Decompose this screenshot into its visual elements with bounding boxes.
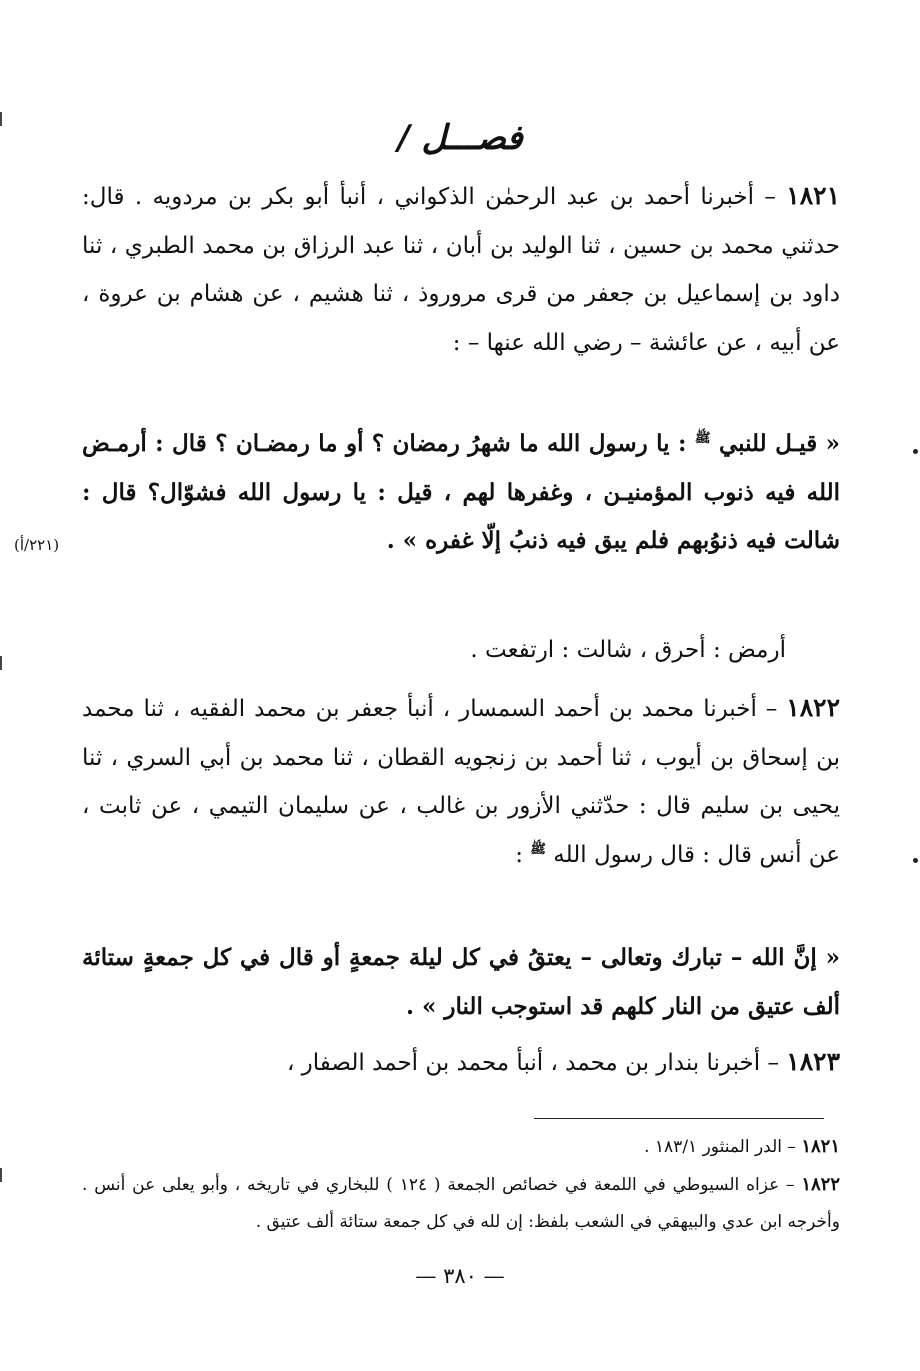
footnote-separator: [534, 1118, 824, 1119]
hadith-1822-matn: « إنَّ الله – تبارك وتعالى – يعتقُ في كل ليلة جمعةٍ أو قال في كل جمعةٍ ستائة ألف عتيق من النار كلهم قد استوجب النار » .: [82, 944, 840, 1020]
hadith-number: ١٨٢٣: [786, 1047, 840, 1076]
hadith-number: ١٨٢١: [786, 181, 840, 210]
footnote-1821: [82, 1128, 840, 1166]
hadith-1821-isnad: [82, 172, 840, 367]
salla-ligature: ﷺ: [694, 431, 711, 447]
right-margin-dot-2: [913, 858, 918, 863]
footnote-1822: [82, 1166, 840, 1241]
isnad-end: :: [515, 841, 523, 868]
isnad-text: – أخبرنا محمد بن أحمد السمسار ، أنبأ جعفر بن محمد الفقيه ، ثنا محمد بن إسحاق بن أيوب ، ثنا أحمد بن زنجويه القطان ، ثنا محمد بن أبي السري ، ثنا يحيى بن سليم قال : حدّثني الأزور بن غالب ، عن سليمان التيمي ، عن ثابت ، عن أنس قال : قال رسول الله: [82, 696, 840, 868]
footnote-text: – عزاه السيوطي في اللمعة في خصائص الجمعة ( ١٢٤ ) للبخاري في تاريخه ، وأبو يعلى عن أنس . وأخرجه ابن عدي والبيهقي في الشعب بلفظ: إن لله في كل جمعة ستائة ألف عتيق .: [82, 1175, 840, 1232]
page-number: — ٣٨٠ —: [415, 1264, 505, 1288]
hadith-number: ١٨٢٢: [786, 693, 840, 722]
matn-text: : يا رسول الله ما شهرُ رمضان ؟ أو ما رمضـان ؟ قال : أرمـض الله فيه ذنوب المؤمنيـن ، وغفرها لهم ، قيل : يا رسول الله فشوّال؟ قال : شالت فيه ذنوُبهم فلم يبق فيه ذنبُ إلّا غفره » .: [82, 430, 840, 554]
hadith-1821-matn: [82, 420, 840, 566]
left-margin-mark-top: [0, 112, 2, 126]
manuscript-folio-ref: (٢٢١/أ): [14, 536, 60, 554]
left-margin-mark-mid: [0, 656, 2, 670]
salla-ligature: ﷺ: [530, 841, 546, 857]
hadith-1822-isnad: [82, 684, 840, 879]
isnad-text: – أخبرنا بندار بن محمد ، أنبأ محمد بن أحمد الصفار ،: [286, 1050, 779, 1076]
hadith-1821-gloss: أرمض : أحرق ، شالت : ارتفعت .: [470, 637, 786, 663]
hadith-1823-isnad: [82, 1038, 840, 1088]
matn-open: « قيـل للنبي: [719, 430, 840, 457]
book-page: [14, 0, 860, 1371]
section-title: فصـــل /: [397, 118, 523, 158]
footnote-number: ١٨٢٢: [801, 1174, 840, 1195]
footnotes: [82, 1128, 840, 1241]
footnote-number: ١٨٢١: [801, 1136, 840, 1157]
left-margin-mark-low: [0, 1168, 2, 1182]
footnote-text: – الدر المنثور ١٨٣/١ .: [644, 1137, 796, 1157]
right-margin-dot-1: [913, 449, 918, 454]
isnad-text: – أخبرنا أحمد بن عبد الرحمٰن الذكواني ، أنبأ أبو بكر بن مردويه . قال: حدثني محمد بن حسين ، ثنا الوليد بن أبان ، ثنا عبد الرزاق بن محمد الطبري ، ثنا داود بن إسماعيل بن جعفر من قرى مروروذ ، ثنا هشيم ، عن هشام بن عروة ، عن أبيه ، عن عائشة – رضي الله عنها – :: [82, 184, 840, 356]
